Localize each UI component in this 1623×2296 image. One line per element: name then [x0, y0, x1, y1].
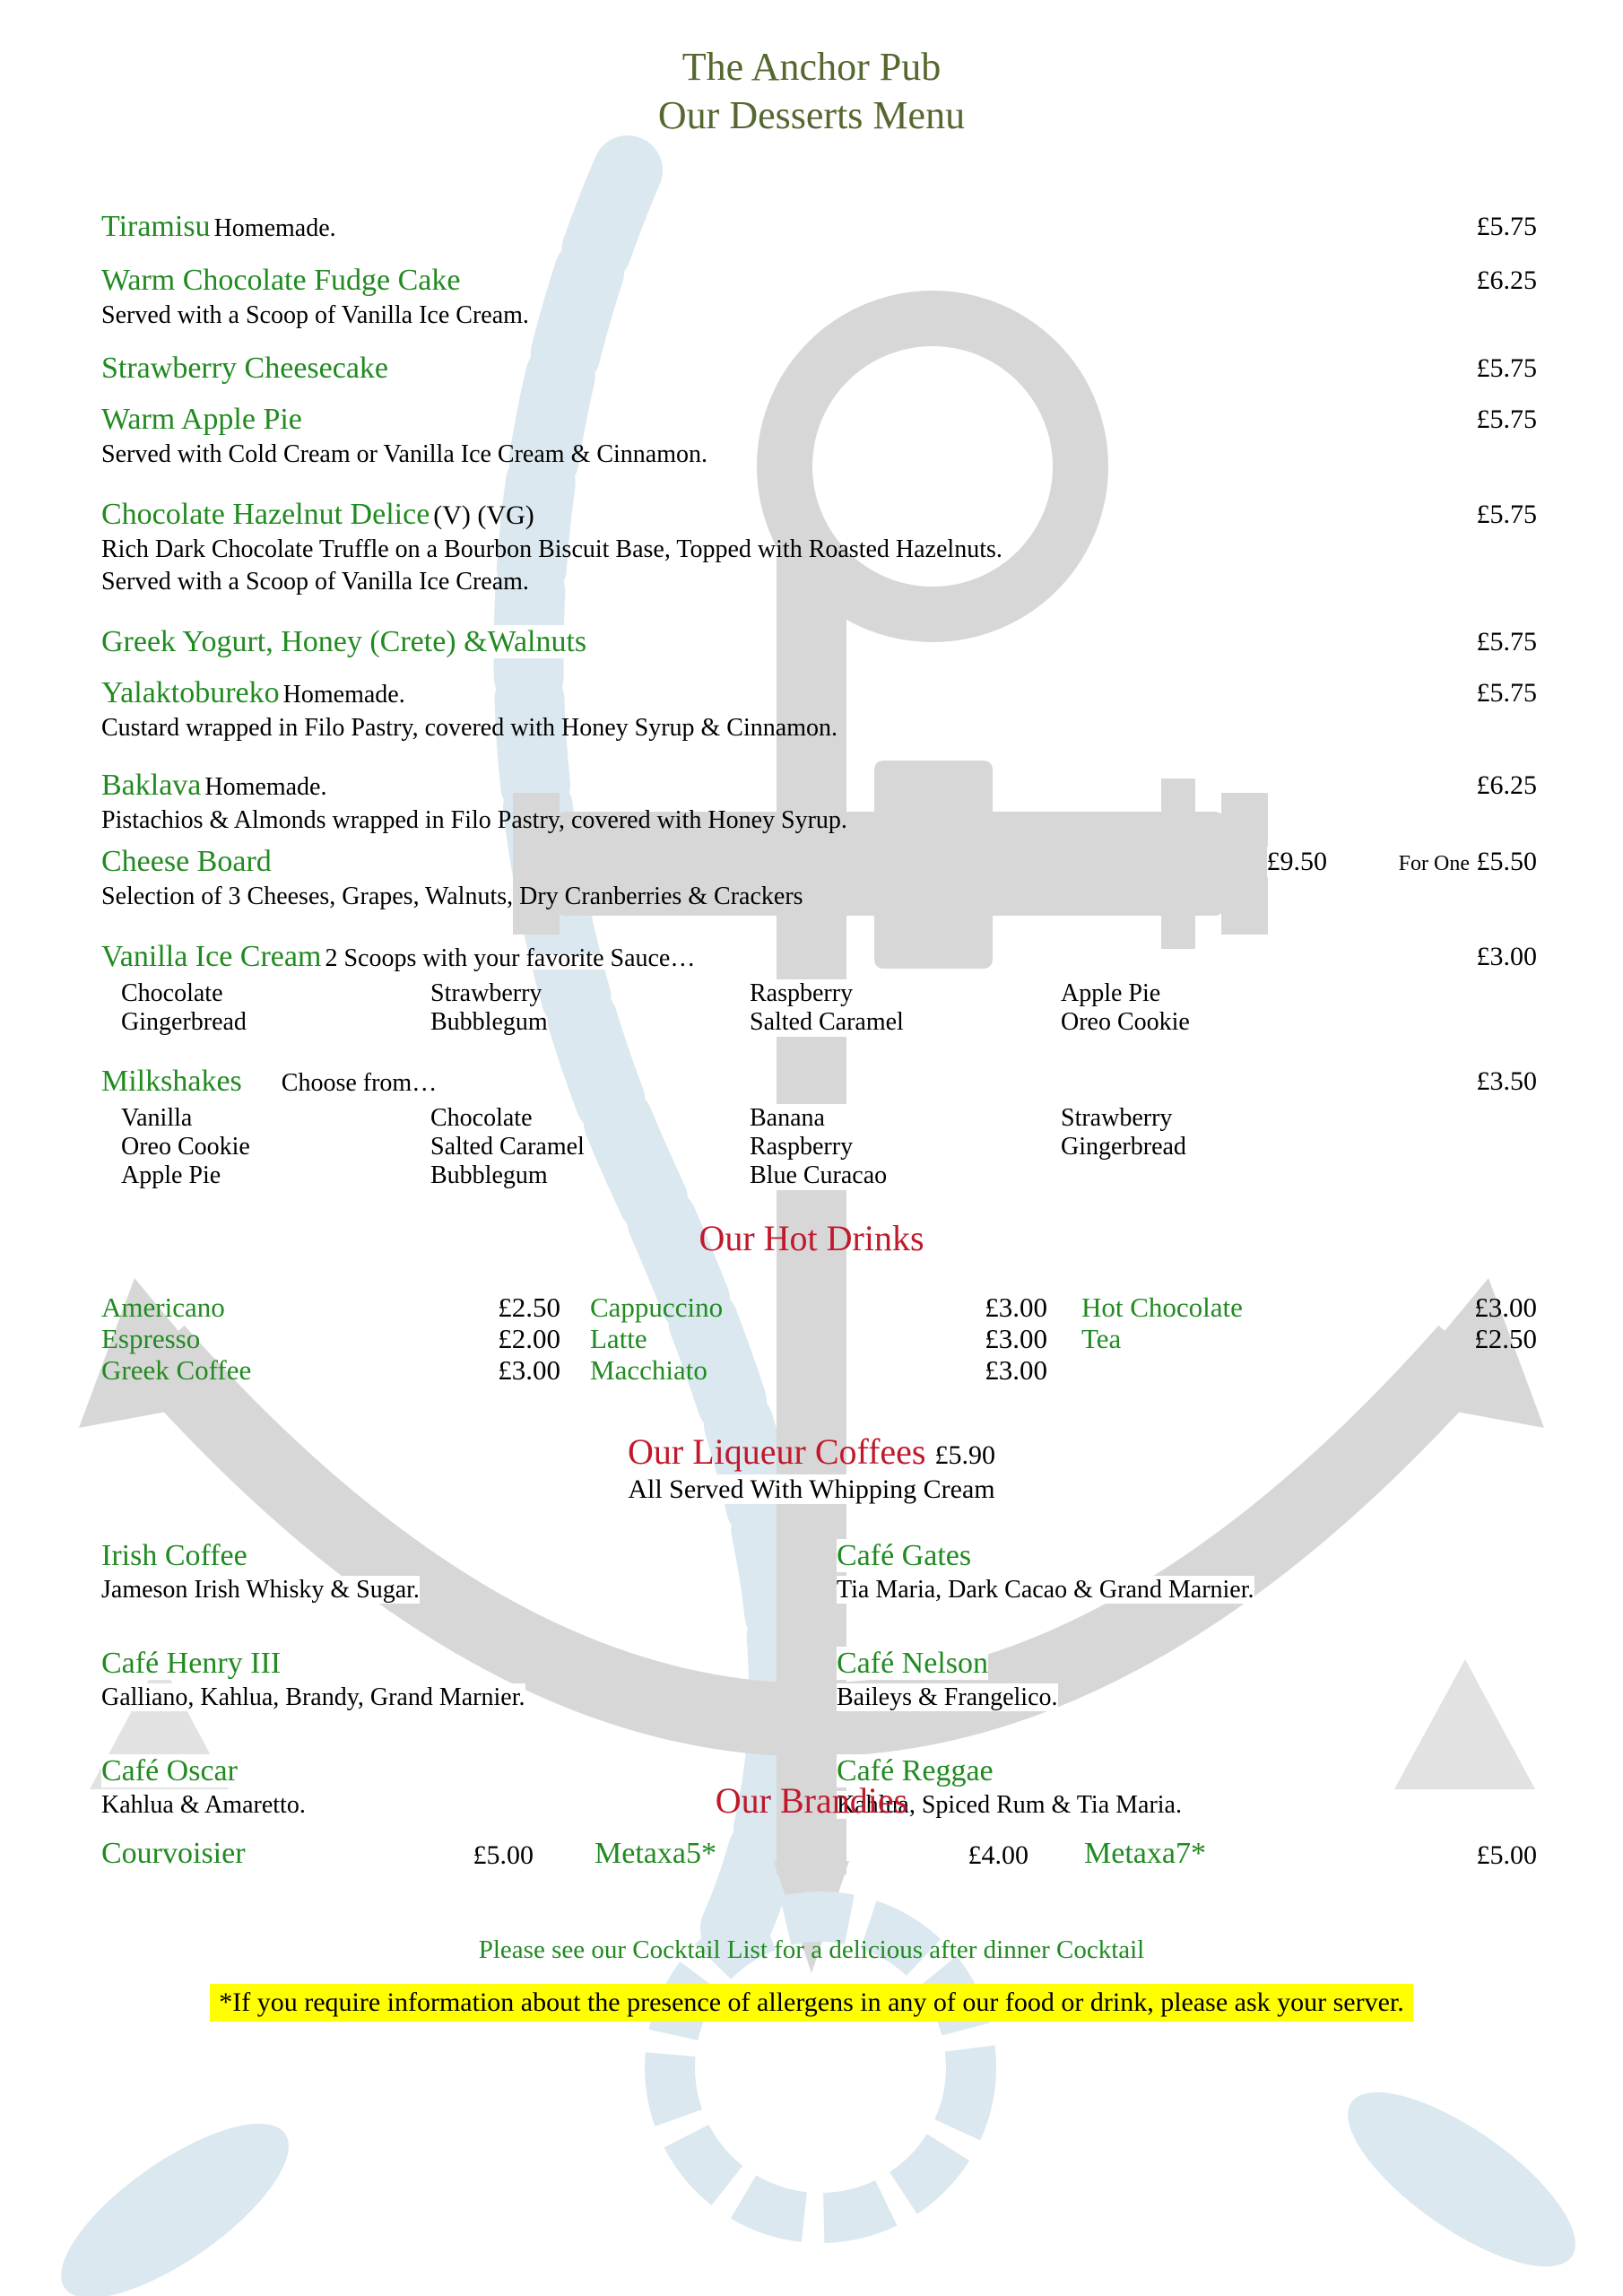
- brandy-price: £5.00: [473, 1840, 534, 1870]
- drink-row: [101, 1323, 560, 1354]
- item-name: Warm Apple Pie: [101, 403, 302, 436]
- drink-name: Tea: [1081, 1323, 1122, 1354]
- item-price: £3.00: [1476, 942, 1537, 971]
- menu-item-apple-pie: [101, 401, 1537, 471]
- menu-item-greek-yogurt: [101, 623, 1537, 661]
- item-price: £5.75: [1476, 678, 1537, 708]
- drink-price: £3.00: [985, 1323, 1047, 1354]
- item-price: £6.25: [1476, 265, 1537, 295]
- drink-name: Americano: [101, 1292, 225, 1323]
- coffee-entry: [101, 1645, 783, 1713]
- hot-drinks-column-2: [590, 1292, 1047, 1386]
- item-name: Strawberry Cheesecake: [101, 352, 389, 385]
- flavour: Blue Curacao: [750, 1161, 1046, 1190]
- item-name: Chocolate Hazelnut Delice: [101, 498, 430, 531]
- drink-price: £2.50: [498, 1292, 560, 1323]
- drink-name: Hot Chocolate: [1081, 1292, 1243, 1323]
- liqueur-right-column: [837, 1537, 1518, 1821]
- coffee-name: Café Nelson: [837, 1647, 989, 1680]
- menu-item-fudge-cake: [101, 262, 1537, 332]
- item-price: £5.75: [1476, 212, 1537, 241]
- page-title: The Anchor Pub: [681, 45, 942, 89]
- item-description: Served with Cold Cream or Vanilla Ice Cream & Cinnamon.: [101, 440, 708, 468]
- drink-row: [590, 1292, 1047, 1323]
- flavour: Gingerbread: [121, 1008, 247, 1036]
- flavour: Oreo Cookie: [1061, 1008, 1190, 1036]
- item-price: £5.75: [1476, 627, 1537, 657]
- item-description: Rich Dark Chocolate Truffle on a Bourbon Biscuit Base, Topped with Roasted Hazelnuts.: [101, 535, 1002, 563]
- ice-cream-flavours: [101, 979, 1537, 1042]
- flavour: Chocolate: [121, 979, 223, 1007]
- item-name: Yalaktobureko: [101, 676, 280, 709]
- flavour: Salted Caramel: [430, 1133, 585, 1161]
- item-price-for-one: [1399, 847, 1537, 877]
- item-description: Served with a Scoop of Vanilla Ice Cream.: [101, 568, 529, 596]
- flavour: Banana: [750, 1104, 1046, 1133]
- coffee-name: Café Gates: [837, 1539, 972, 1572]
- menu-item-yalaktobureko: [101, 674, 1537, 744]
- allergen-note-wrap: [0, 1984, 1623, 2022]
- hot-drinks-column-1: [101, 1292, 560, 1386]
- cocktail-note: Please see our Cocktail List for a delicious after dinner Cocktail: [478, 1935, 1145, 1964]
- for-one-label: For One: [1398, 852, 1470, 875]
- item-name: Vanilla Ice Cream: [101, 940, 322, 973]
- item-description: Selection of 3 Cheeses, Grapes, Walnuts, Dry Cranberries & Crackers: [101, 883, 803, 910]
- item-suffix: Homemade.: [213, 214, 336, 242]
- menu-item-milkshakes: [101, 1063, 1537, 1196]
- coffee-description: Kahlua & Amaretto.: [101, 1791, 306, 1819]
- menu-item-baklava: [101, 767, 1537, 837]
- drink-name: Latte: [590, 1323, 647, 1354]
- drink-price: £3.00: [1474, 1292, 1537, 1323]
- coffee-description: Jameson Irish Whisky & Sugar.: [101, 1576, 420, 1604]
- coffee-description: Galliano, Kahlua, Brandy, Grand Marnier.: [101, 1683, 525, 1711]
- item-description: Served with a Scoop of Vanilla Ice Cream.: [101, 301, 529, 329]
- liqueur-heading-text: Our Liqueur Coffees: [628, 1431, 926, 1472]
- brandy-price: £5.00: [1476, 1840, 1537, 1870]
- drink-price: £3.00: [985, 1354, 1047, 1386]
- drink-name: Cappuccino: [590, 1292, 724, 1323]
- coffee-description: Kahlua, Spiced Rum & Tia Maria.: [837, 1791, 1182, 1819]
- flavour: Oreo Cookie: [121, 1133, 250, 1161]
- drink-name: Espresso: [101, 1323, 201, 1354]
- drink-row: [101, 1292, 560, 1323]
- coffee-entry: [837, 1537, 1518, 1605]
- flavour: Raspberry: [750, 1133, 1046, 1161]
- menu-item-cheese-board: [101, 843, 1537, 913]
- drink-row: [590, 1354, 1047, 1386]
- item-suffix: Homemade.: [282, 681, 405, 709]
- coffee-entry: [837, 1645, 1518, 1713]
- drink-name: Greek Coffee: [101, 1354, 252, 1386]
- flavour: Strawberry: [430, 979, 542, 1007]
- coffee-description: Baileys & Frangelico.: [837, 1683, 1058, 1711]
- flavour: Apple Pie: [1061, 979, 1161, 1007]
- liqueur-price: £5.90: [934, 1440, 995, 1470]
- coffee-name: Café Henry III: [101, 1647, 282, 1680]
- item-suffix: 2 Scoops with your favorite Sauce…: [325, 944, 696, 972]
- item-price: £9.50: [1266, 847, 1327, 876]
- item-suffix: Choose from…: [281, 1069, 438, 1097]
- for-one-price: £5.50: [1476, 847, 1537, 876]
- item-description: Pistachios & Almonds wrapped in Filo Pastry, covered with Honey Syrup.: [101, 806, 847, 834]
- coffee-name: Irish Coffee: [101, 1539, 247, 1572]
- brandies-heading: Our Brandies: [715, 1780, 908, 1821]
- coffee-name: Café Oscar: [101, 1754, 238, 1787]
- drink-price: £2.50: [1474, 1323, 1537, 1354]
- item-diet-tags: (V) (VG): [433, 500, 534, 530]
- page-subtitle: Our Desserts Menu: [657, 93, 966, 137]
- drink-price: £3.00: [985, 1292, 1047, 1323]
- brandy-name: Courvoisier: [101, 1837, 246, 1870]
- drink-row: [101, 1354, 560, 1386]
- flavour: Salted Caramel: [750, 1008, 1046, 1037]
- drink-row: [590, 1323, 1047, 1354]
- drink-price: £2.00: [498, 1323, 560, 1354]
- flavour: Bubblegum: [430, 1008, 548, 1036]
- flavour: Bubblegum: [430, 1161, 548, 1189]
- menu-item-cheesecake: [101, 350, 1537, 387]
- brandy-name: Metaxa5*: [595, 1837, 716, 1870]
- allergen-note: *If you require information about the presence of allergens in any of our food or drink, please ask your server.: [210, 1984, 1413, 2022]
- item-suffix: Homemade.: [204, 773, 327, 801]
- item-name: Greek Yogurt, Honey (Crete) &Walnuts: [101, 625, 587, 658]
- flavour: Gingerbread: [1061, 1133, 1186, 1161]
- item-price: £6.25: [1476, 770, 1537, 800]
- hot-drinks-column-3: [1081, 1292, 1537, 1354]
- flavour: Chocolate: [430, 1104, 533, 1132]
- coffee-name: Café Reggae: [837, 1754, 994, 1787]
- flavour: Strawberry: [1061, 1104, 1173, 1132]
- flavour: Raspberry: [750, 979, 1046, 1008]
- liqueur-left-column: [101, 1537, 783, 1821]
- drink-price: £3.00: [498, 1354, 560, 1386]
- item-price: £5.75: [1476, 500, 1537, 529]
- drink-row: [1081, 1323, 1537, 1354]
- milkshake-flavours: [101, 1104, 1537, 1196]
- item-price: £5.75: [1476, 404, 1537, 434]
- menu-item-vanilla-ice-cream: [101, 938, 1537, 1042]
- coffee-entry: [101, 1537, 783, 1605]
- item-name: Cheese Board: [101, 845, 272, 878]
- liqueur-subheading: All Served With Whipping Cream: [628, 1474, 995, 1504]
- drink-row: [1081, 1292, 1537, 1323]
- hot-drinks-heading: Our Hot Drinks: [699, 1218, 924, 1258]
- item-name: Milkshakes: [101, 1065, 242, 1098]
- flavour: Apple Pie: [121, 1161, 221, 1189]
- flavour: Vanilla: [121, 1104, 193, 1132]
- coffee-description: Tia Maria, Dark Cacao & Grand Marnier.: [837, 1576, 1254, 1604]
- liqueur-coffees-heading: [0, 1431, 1623, 1476]
- menu-item-tiramisu: [101, 208, 1537, 246]
- item-name: Tiramisu: [101, 210, 211, 243]
- item-name: Warm Chocolate Fudge Cake: [101, 264, 461, 297]
- item-price: £5.75: [1476, 353, 1537, 383]
- item-price: £3.50: [1476, 1066, 1537, 1096]
- brandy-price: £4.00: [933, 1840, 1028, 1871]
- item-name: Baklava: [101, 769, 202, 802]
- item-description: Custard wrapped in Filo Pastry, covered with Honey Syrup & Cinnamon.: [101, 714, 838, 742]
- menu-item-hazelnut-delice: [101, 496, 1537, 598]
- drink-name: Macchiato: [590, 1354, 707, 1386]
- brandy-name: Metaxa7*: [1084, 1837, 1206, 1870]
